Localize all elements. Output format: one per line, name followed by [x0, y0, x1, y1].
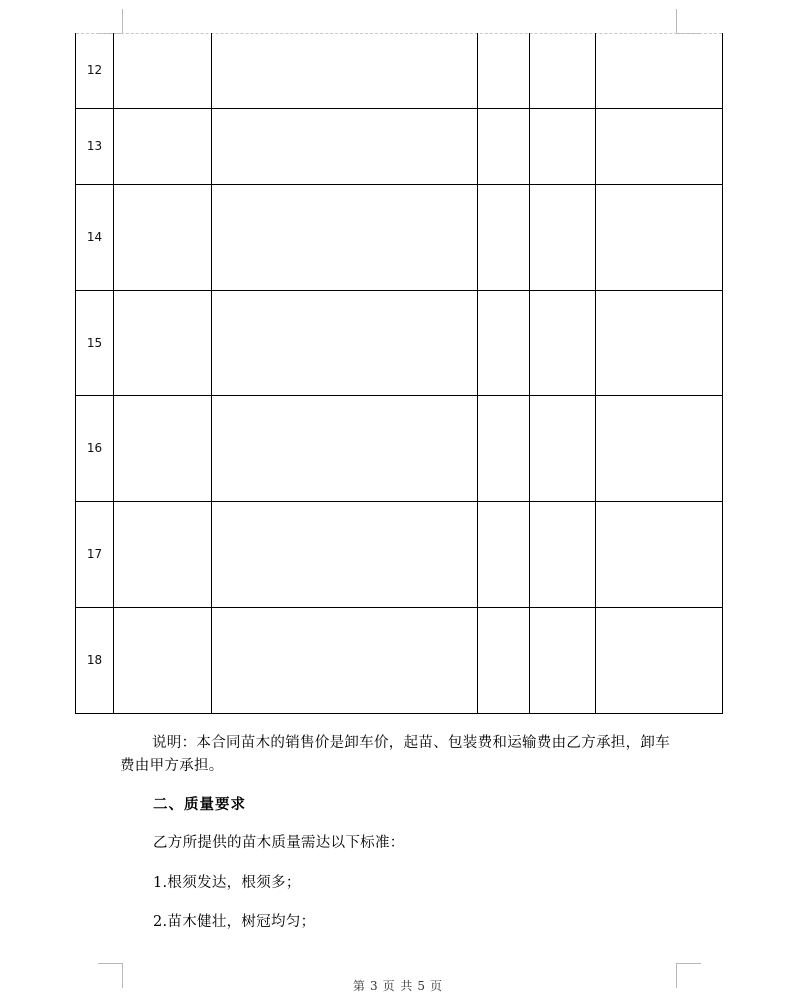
table-cell[interactable]: [114, 607, 212, 713]
table-cell[interactable]: [114, 33, 212, 108]
table-row: [76, 290, 723, 395]
table-cell[interactable]: [596, 607, 723, 713]
crop-mark-top-right: [676, 9, 701, 34]
table-cell[interactable]: [212, 290, 478, 395]
quality-intro-paragraph[interactable]: 乙方所提供的苗木质量需达以下标准：: [153, 835, 405, 851]
seedling-table: [75, 33, 723, 714]
table-cell[interactable]: [478, 501, 530, 607]
table-cell[interactable]: [530, 290, 596, 395]
table-cell[interactable]: [478, 108, 530, 184]
footer-mid: 页 共: [382, 979, 414, 993]
table-cell[interactable]: [114, 290, 212, 395]
table-cell[interactable]: [530, 395, 596, 501]
footer-page-number: 3: [369, 979, 379, 993]
table-row: [76, 184, 723, 290]
table-cell[interactable]: [478, 607, 530, 713]
table-row: [76, 607, 723, 713]
table-cell[interactable]: [596, 290, 723, 395]
row-number-cell: 14: [76, 184, 114, 290]
quality-item-1[interactable]: 1.根须发达，根须多；: [153, 875, 301, 891]
table-row: [76, 395, 723, 501]
table-cell[interactable]: [114, 501, 212, 607]
row-number-cell: 16: [76, 395, 114, 501]
table-cell[interactable]: [478, 33, 530, 108]
table-cell[interactable]: [530, 108, 596, 184]
row-number-cell: 12: [76, 33, 114, 108]
table-cell[interactable]: [212, 501, 478, 607]
table-cell[interactable]: [212, 108, 478, 184]
table-cell[interactable]: [212, 33, 478, 108]
row-number-cell: 18: [76, 607, 114, 713]
table-cell[interactable]: [114, 395, 212, 501]
table-cell[interactable]: [596, 33, 723, 108]
footer-prefix: 第: [352, 979, 366, 993]
table-cell[interactable]: [596, 108, 723, 184]
table-cell[interactable]: [596, 184, 723, 290]
page-footer: [0, 977, 796, 994]
table-cell[interactable]: [596, 395, 723, 501]
row-number-cell: 17: [76, 501, 114, 607]
table-row: [76, 33, 723, 108]
table-cell[interactable]: [114, 184, 212, 290]
table-cell[interactable]: [530, 607, 596, 713]
table-row: [76, 108, 723, 184]
table-cell[interactable]: [596, 501, 723, 607]
footer-suffix: 页: [430, 979, 444, 993]
table-cell[interactable]: [212, 607, 478, 713]
table-cell[interactable]: [114, 108, 212, 184]
table-cell[interactable]: [212, 395, 478, 501]
crop-mark-top-left: [98, 9, 123, 34]
table-cell[interactable]: [212, 184, 478, 290]
table-cell[interactable]: [530, 184, 596, 290]
row-number-cell: 13: [76, 108, 114, 184]
table-cell[interactable]: [478, 395, 530, 501]
section-heading-quality[interactable]: 二、质量要求: [153, 796, 246, 813]
table-row: [76, 501, 723, 607]
table-cell[interactable]: [530, 501, 596, 607]
table-cell[interactable]: [530, 33, 596, 108]
table-cell[interactable]: [478, 184, 530, 290]
row-number-cell: 15: [76, 290, 114, 395]
table-cell[interactable]: [478, 290, 530, 395]
price-note-paragraph[interactable]: 说明：本合同苗木的销售价是卸车价，起苗、包装费和运输费由乙方承担，卸车费由甲方承担。: [120, 735, 670, 774]
footer-total-pages: 5: [417, 979, 427, 993]
quality-item-2[interactable]: 2.苗木健壮，树冠均匀；: [153, 914, 316, 930]
